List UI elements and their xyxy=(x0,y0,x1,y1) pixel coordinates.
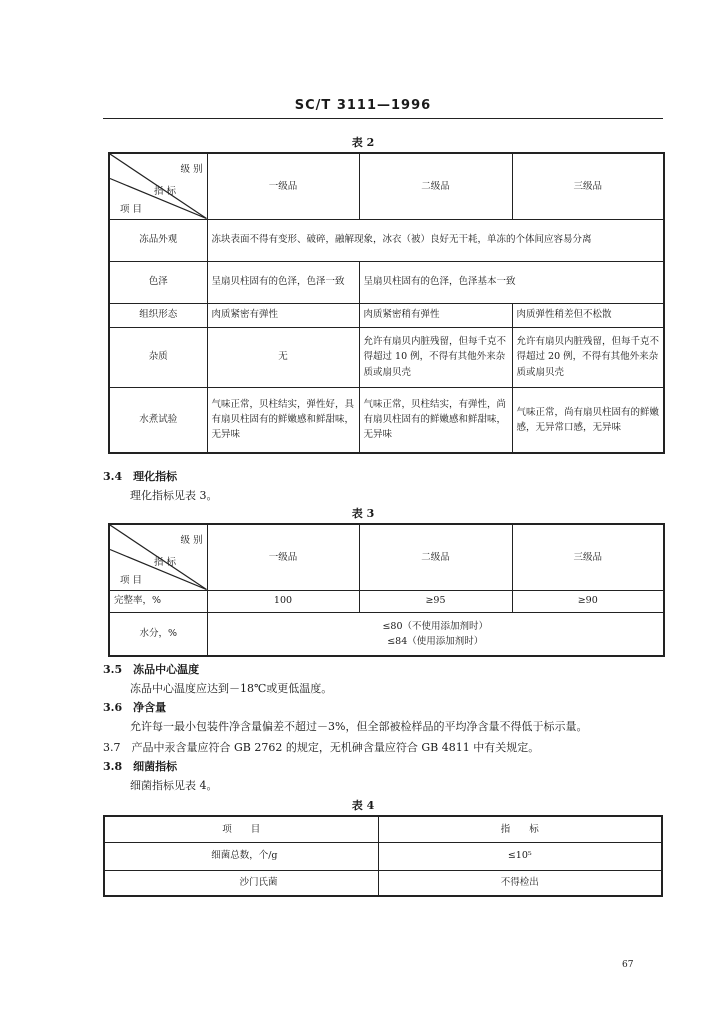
grade-header: 二级品 xyxy=(359,153,512,219)
cell-merged: 冻块表面不得有变形、破碎，融解现象，冰衣（被）良好无干耗，单冻的个体间应容易分离 xyxy=(207,219,664,261)
page-number: 67 xyxy=(622,960,634,970)
table-row xyxy=(109,261,664,303)
section-3-8-title: 3.8 细菌指标 xyxy=(103,760,178,773)
row-label: 细菌总数，个/g xyxy=(104,842,378,870)
corner-index-label: 指 标 xyxy=(154,186,177,197)
table-row xyxy=(109,590,664,612)
table-row xyxy=(104,870,662,896)
section-3-6-text: 允许每一最小包装件净含量偏差不超过－3%，但全部被检样品的平均净含量不得低于标示量。 xyxy=(130,720,588,733)
cell-grade2: 气味正常，贝柱结实，有弹性，尚有扇贝柱固有的鲜嫩感和鲜甜味，无异味 xyxy=(359,387,512,453)
corner-grade-label: 级 别 xyxy=(180,164,203,175)
cell-grade1: 100 xyxy=(207,590,359,612)
row-label: 色泽 xyxy=(109,261,207,303)
grade-header: 一级品 xyxy=(207,153,359,219)
table3-caption: 表 3 xyxy=(351,507,375,520)
cell-value: ≤10⁵ xyxy=(378,842,662,870)
table3 xyxy=(108,523,665,657)
section-3-5-title: 3.5 冻品中心温度 xyxy=(103,663,200,676)
section-3-4-title: 3.4 理化指标 xyxy=(103,470,178,483)
cell-grade3: 气味正常，尚有扇贝柱固有的鲜嫩感，无异常口感，无异味 xyxy=(512,387,664,453)
table-row xyxy=(109,387,664,453)
cell-grade23: 呈扇贝柱固有的色泽，色泽基本一致 xyxy=(359,261,664,303)
cell-grade1: 无 xyxy=(207,327,359,387)
cell-grade3: ≥90 xyxy=(512,590,664,612)
row-label: 水煮试验 xyxy=(109,387,207,453)
document-header: SC/T 3111—1996 xyxy=(294,98,432,113)
table2-caption: 表 2 xyxy=(351,136,375,149)
corner-grade-label: 级 别 xyxy=(180,535,203,546)
cell-grade1: 气味正常，贝柱结实，弹性好，具有扇贝柱固有的鲜嫩感和鲜甜味，无异味 xyxy=(207,387,359,453)
row-label: 沙门氏菌 xyxy=(104,870,378,896)
section-3-5-text: 冻品中心温度应达到－18℃或更低温度。 xyxy=(130,682,333,695)
table2 xyxy=(108,152,665,454)
grade-header: 三级品 xyxy=(512,153,664,219)
table-row xyxy=(109,303,664,327)
cell-grade1: 肉质紧密有弹性 xyxy=(207,303,359,327)
grade-header: 三级品 xyxy=(512,524,664,590)
row-label: 完整率，% xyxy=(109,590,207,612)
section-3-7-text: 3.7 产品中汞含量应符合 GB 2762 的规定，无机砷含量应符合 GB 4811 中有关规定。 xyxy=(103,741,540,754)
row-label: 组织形态 xyxy=(109,303,207,327)
table-row xyxy=(109,612,664,656)
cell-grade3: 肉质弹性稍差但不松散 xyxy=(512,303,664,327)
section-3-8-text: 细菌指标见表 4。 xyxy=(130,779,218,792)
table2-header-row xyxy=(109,153,664,219)
header-rule xyxy=(103,118,663,119)
grade-header: 一级品 xyxy=(207,524,359,590)
table-row xyxy=(104,842,662,870)
section-3-6-title: 3.6 净含量 xyxy=(103,701,167,714)
cell-grade2: 肉质紧密稍有弹性 xyxy=(359,303,512,327)
table3-corner-cell xyxy=(109,524,207,590)
cell-merged xyxy=(207,612,664,656)
row-label: 杂质 xyxy=(109,327,207,387)
cell-grade2: 允许有扇贝内脏残留，但每千克不得超过 10 例，不得有其他外来杂质或扇贝壳 xyxy=(359,327,512,387)
table2-corner-cell xyxy=(109,153,207,219)
row-label: 水分，% xyxy=(109,612,207,656)
row-label: 冻品外观 xyxy=(109,219,207,261)
column-header-item: 项 目 xyxy=(104,816,378,842)
section-3-4-text: 理化指标见表 3。 xyxy=(130,489,218,502)
moisture-line-2: ≤84（使用添加剂时） xyxy=(387,635,484,647)
cell-grade2: ≥95 xyxy=(359,590,512,612)
table-row xyxy=(109,219,664,261)
column-header-index: 指 标 xyxy=(378,816,662,842)
cell-grade3: 允许有扇贝内脏残留，但每千克不得超过 20 例，不得有其他外来杂质或扇贝壳 xyxy=(512,327,664,387)
cell-value: 不得检出 xyxy=(378,870,662,896)
table4 xyxy=(103,815,663,897)
grade-header: 二级品 xyxy=(359,524,512,590)
table4-header-row xyxy=(104,816,662,842)
moisture-line-1: ≤80（不使用添加剂时） xyxy=(382,620,489,632)
corner-item-label: 项 目 xyxy=(120,575,143,586)
table-row xyxy=(109,327,664,387)
corner-index-label: 指 标 xyxy=(154,557,177,568)
table3-header-row xyxy=(109,524,664,590)
cell-grade1: 呈扇贝柱固有的色泽，色泽一致 xyxy=(207,261,359,303)
corner-item-label: 项 目 xyxy=(120,204,143,215)
table4-caption: 表 4 xyxy=(351,799,375,812)
